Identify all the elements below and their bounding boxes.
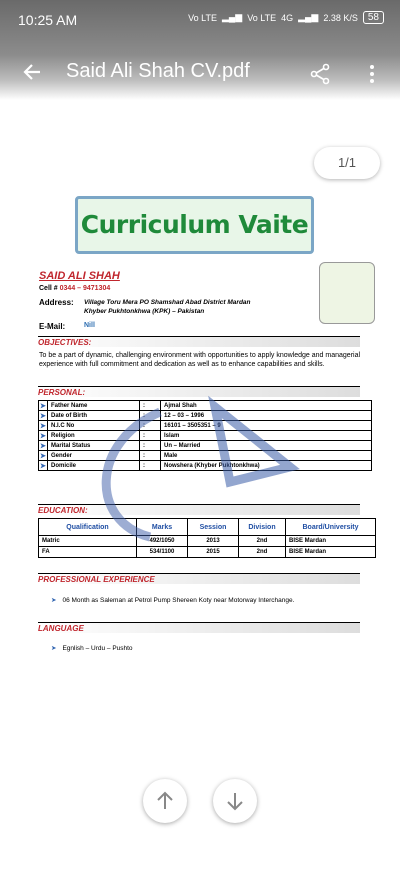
column-header: Session [188,519,239,536]
personal-heading: PERSONAL: [38,386,360,397]
bullet-arrow-icon: ➤ [40,412,46,420]
language-item [51,644,133,652]
bullet-arrow-icon: ➤ [51,597,57,604]
status-bar-icons [188,11,384,24]
personal-value: Islam [161,431,372,441]
experience-text: 06 Month as Saleman at Petrol Pump Shereen Koty near Motorway Interchange. [62,597,295,604]
personal-value: Ajmal Shah [161,401,372,411]
volte-signal-2: Vo LTE [247,12,277,23]
separator: : [140,431,161,441]
table-cell: BISE Mardan [286,547,376,558]
column-header: Board/University [286,519,376,536]
table-row [39,536,376,547]
app-header [0,0,400,100]
bullet-arrow-icon: ➤ [40,462,46,470]
separator: : [140,441,161,451]
signal-bars-icon: ▂▄▆ [222,12,243,22]
status-time: 10:25 AM [18,12,78,28]
personal-value: Un – Married [161,441,372,451]
personal-table [38,400,372,471]
more-vert-icon[interactable] [362,62,382,86]
table-cell: 2015 [188,547,239,558]
personal-label: Marital Status [48,441,140,451]
cell-line [39,285,110,292]
table-row [39,461,372,471]
personal-label: Religion [48,431,140,441]
address-value [84,298,251,316]
personal-label: Domicile [48,461,140,471]
separator: : [140,411,161,421]
share-icon[interactable] [308,62,332,86]
arrow-down-icon [213,779,257,823]
table-row [39,421,372,431]
personal-label: Date of Birth [48,411,140,421]
table-cell: 492/1050 [137,536,188,547]
cv-name: SAID ALI SHAH [39,270,120,282]
experience-heading: PROFESSIONAL EXPERIENCE [38,573,360,584]
table-row [39,547,376,558]
table-row [39,401,372,411]
back-arrow-icon[interactable] [20,60,44,84]
personal-label: Gender [48,451,140,461]
cv-banner: Curriculum Vaite [75,196,314,254]
separator: : [140,421,161,431]
bullet-arrow-icon: ➤ [40,442,46,450]
bullet-arrow-icon: ➤ [40,432,46,440]
volte-signal-1: Vo LTE [188,12,217,23]
table-cell: Matric [39,536,137,547]
scroll-up-button[interactable] [143,779,187,823]
personal-value: Nowshera (Khyber Pukhtonkhwa) [161,461,372,471]
personal-value: Male [161,451,372,461]
table-cell: BISE Mardan [286,536,376,547]
objectives-heading: OBJECTIVES: [38,336,360,347]
photo-placeholder [319,262,375,324]
table-cell: 2013 [188,536,239,547]
table-row [39,431,372,441]
column-header: Division [239,519,286,536]
battery-icon: 58 [363,11,384,24]
scroll-down-button[interactable] [213,779,257,823]
table-row [39,451,372,461]
document-title: Said Ali Shah CV.pdf [66,60,250,82]
table-row [39,411,372,421]
table-cell: 2nd [239,536,286,547]
table-cell: 2nd [239,547,286,558]
column-header: Qualification [39,519,137,536]
education-heading: EDUCATION: [38,504,360,515]
cell-label: Cell # [39,285,58,292]
separator: : [140,461,161,471]
email-value: Nill [84,322,95,329]
personal-label: Father Name [48,401,140,411]
email-label: E-Mail: [39,322,66,331]
bullet-arrow-icon: ➤ [40,422,46,430]
signal-bars-icon-2: ▂▄▆ [298,12,319,22]
personal-value: 12 – 03 – 1996 [161,411,372,421]
personal-value: 16101 – 3505351 – 9 [161,421,372,431]
address-line-1: Village Toru Mera PO Shamshad Abad District Mardan [84,299,251,306]
data-speed: 2.38 K/S [323,12,358,23]
separator: : [140,451,161,461]
address-label: Address: [39,298,74,307]
personal-label: N.I.C No [48,421,140,431]
page-indicator: 1/1 [314,147,380,179]
address-line-2: Khyber Pukhtonkhwa (KPK) – Pakistan [84,308,205,315]
language-text: Egnlish – Urdu – Pushto [62,645,133,652]
network-type: 4G [281,12,294,23]
table-cell: 534/1100 [137,547,188,558]
column-header: Marks [137,519,188,536]
objectives-text: To be a part of dynamic, challenging environment with opportunities to apply knowledge and managerial experience with full commitment and dedication as well as to enhance capabilities and skills. [39,352,361,368]
language-heading: LANGUAGE [38,622,360,633]
table-header-row [39,519,376,536]
bullet-arrow-icon: ➤ [51,645,57,652]
separator: : [140,401,161,411]
education-table [38,518,376,558]
arrow-up-icon [143,779,187,823]
bullet-arrow-icon: ➤ [40,402,46,410]
pdf-page [30,192,376,672]
table-cell: FA [39,547,137,558]
cell-value: 0344 – 9471304 [59,285,111,292]
experience-item [51,596,294,604]
bullet-arrow-icon: ➤ [40,452,46,460]
table-row [39,441,372,451]
